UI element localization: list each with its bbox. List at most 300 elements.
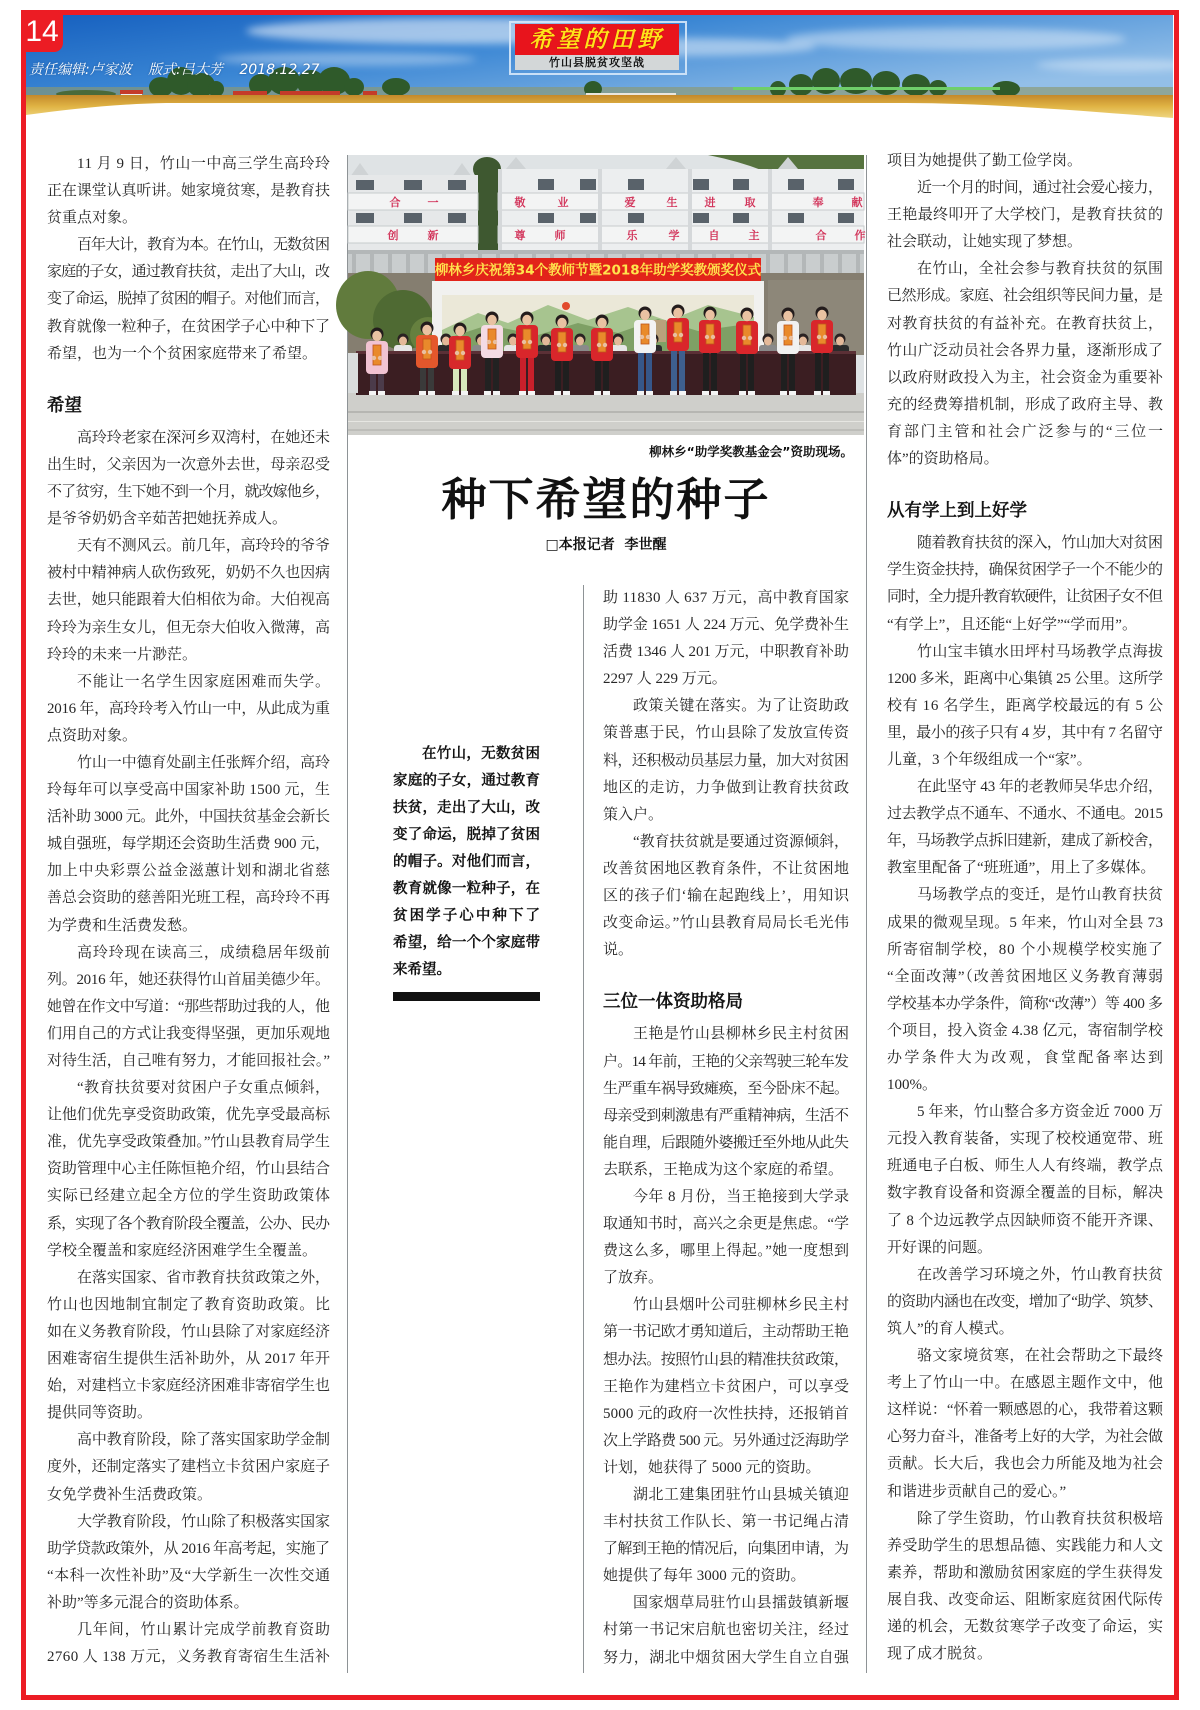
text-line	[47, 1292, 330, 1319]
certificate	[743, 325, 751, 345]
text-line-content: 变了命运，脱掉了贫困	[393, 827, 541, 843]
slogan-char: 师	[554, 229, 566, 242]
text-line-content: 玲玲的未来一片渺茫。	[47, 646, 198, 663]
text-line-content: 竹山广泛动员社会各界力量，逐渐形成了	[887, 342, 1164, 359]
text-line-content: 马场教学点的变迁，是竹山教育扶贫	[917, 887, 1164, 904]
certificate	[674, 322, 682, 342]
text-line-content: 骆文家境贫寒，在社会帮助之下最终	[917, 1348, 1164, 1365]
text-line-content: 点资助对象。	[47, 727, 138, 744]
text-line-content: 高玲玲老家在深河乡双湾村，在她还未	[77, 429, 330, 446]
news-photo	[348, 155, 864, 435]
text-line	[603, 937, 849, 964]
text-line	[887, 557, 1163, 584]
text-line-content: 提供同等资助。	[47, 1405, 153, 1422]
text-line	[887, 584, 1163, 611]
text-line-content: 区的孩子们‘输在起跑线上’，用知识	[603, 888, 850, 905]
slogan-char: 爱	[624, 196, 636, 209]
text-line	[887, 1316, 1163, 1343]
text-line-content: 去联系，王艳成为这个家庭的希望。	[603, 1161, 844, 1178]
text-line	[603, 775, 849, 802]
certificate	[706, 324, 714, 344]
text-line	[887, 1289, 1163, 1316]
text-line-content: 2760 人 138 万元，义务教育寄宿生生活补	[47, 1649, 331, 1666]
text-line	[603, 1401, 849, 1428]
text-line	[603, 910, 849, 937]
text-line	[603, 1536, 849, 1563]
text-line-content: 玲每年可以享受高中国家补助 1500 元，生	[47, 782, 331, 799]
text-line-content: 班通电子白板、师生人人有终端，教学点	[887, 1158, 1164, 1175]
text-line-content: 困难寄宿生提供生活补助外，从 2017 年开	[47, 1351, 331, 1368]
section-logo	[509, 21, 687, 75]
text-line	[47, 506, 330, 533]
text-line	[603, 639, 849, 666]
text-line	[603, 1347, 849, 1374]
column-divider	[866, 155, 867, 1673]
text-line-content: 玲玲为亲生女儿，但无奈大伯收入微薄，高	[47, 619, 330, 636]
text-line	[47, 205, 330, 232]
text-line	[47, 1129, 330, 1156]
paragraph	[47, 533, 330, 668]
text-line	[47, 314, 330, 341]
text-line-content: 正在课堂认真听讲。她家境贫寒，是教育扶	[47, 183, 330, 200]
slogan-char: 业	[557, 196, 569, 209]
text-line	[47, 642, 330, 669]
text-line-content: 现了成才脱贫。	[887, 1646, 993, 1663]
text-line	[603, 1590, 849, 1617]
text-line-content: 扶贫，走出了大山，改	[393, 800, 541, 816]
text-line-content: 和谐进步贡献自己的爱心。”	[887, 1483, 1067, 1500]
text-line-content: 去世，她只能跟着大伯相依为命。大伯视高	[47, 592, 330, 609]
text-line-content: 们用自己的方式让我变得坚强，更加乐观地	[47, 1025, 330, 1042]
text-line	[47, 1238, 330, 1265]
text-line	[603, 1428, 849, 1455]
text-line-content: 善总会资助的慈善阳光班工程，高玲玲不再	[47, 890, 330, 907]
text-line-content: 考上了竹山一中。在感恩主题作文中，他	[887, 1375, 1164, 1392]
text-line	[887, 1235, 1163, 1262]
text-line-content: 计划，她获得了 5000 元的资助。	[603, 1459, 821, 1476]
text-line	[887, 774, 1163, 801]
text-line	[603, 1319, 849, 1346]
text-line	[393, 957, 540, 984]
slogan-char: 进	[704, 196, 716, 209]
paragraph	[603, 693, 849, 828]
text-line	[887, 1506, 1163, 1533]
text-line	[603, 1563, 849, 1590]
text-line-content: 这样说：“怀着一颗感恩的心，我带着这颗	[887, 1402, 1163, 1419]
paragraph	[603, 829, 849, 964]
text-line	[603, 748, 849, 775]
text-line	[603, 585, 849, 612]
text-line	[887, 392, 1163, 419]
text-line	[47, 1075, 330, 1102]
article-column-2	[603, 585, 849, 1672]
text-line	[47, 1346, 330, 1373]
text-line-content: 筑人”的育人模式。	[887, 1320, 1014, 1337]
text-line	[887, 801, 1163, 828]
text-line-content: 在此坚守 43 年的老教师吴华忠介绍，	[917, 779, 1163, 796]
text-line	[887, 937, 1163, 964]
text-line-content: 竹山宝丰镇水田坪村马场教学点海拔	[917, 643, 1164, 660]
text-line	[887, 1370, 1163, 1397]
text-line-content: 素养，帮助和激励贫困家庭的学生获得发	[887, 1564, 1164, 1581]
paragraph	[887, 530, 1163, 638]
text-line	[887, 910, 1163, 937]
text-line-content: 元投入教育装备，实现了校校通宽带、班	[887, 1131, 1164, 1148]
mural-sun	[562, 302, 570, 310]
text-line-content: 户。14 年前，王艳的父亲驾驶三轮车发	[603, 1053, 849, 1070]
text-line-content: 出生时，父亲因为一次意外去世，母亲忍受	[47, 456, 330, 473]
text-line	[887, 1560, 1163, 1587]
paragraph	[887, 1262, 1163, 1343]
text-line	[603, 612, 849, 639]
paragraph	[47, 669, 330, 750]
text-line-content: 充的经费筹措机制，形成了政府主导、教	[887, 396, 1164, 413]
pull-quote-rule	[393, 992, 540, 1001]
paragraph	[603, 1292, 849, 1482]
text-line	[47, 1183, 330, 1210]
text-line-content: 个项目，投入资金 4.38 亿元，寄宿制学校	[887, 1022, 1164, 1039]
page-number: 14	[21, 10, 63, 52]
slogan-char: 学	[668, 229, 680, 242]
text-line-content: “有学上”，且还能“上好学”“学而用”。	[887, 616, 1137, 633]
text-line	[47, 885, 330, 912]
column-divider	[583, 585, 584, 1673]
text-line	[887, 256, 1163, 283]
text-line	[47, 1021, 330, 1048]
text-line	[887, 964, 1163, 991]
text-line-content: 学生资金扶持，确保贫困学子一个不能少的	[887, 562, 1163, 579]
paragraph	[887, 1099, 1163, 1262]
text-line	[887, 311, 1163, 338]
paragraph	[47, 1617, 330, 1671]
text-line	[887, 828, 1163, 855]
text-line	[603, 1076, 849, 1103]
text-line-content: 对教育扶贫的有益补充。在教育扶贫上，	[887, 315, 1164, 332]
text-line-content: 过去教学点不通车、不通水、不通电。2015	[887, 806, 1163, 823]
text-line-content: 1200 多米，距离中心集镇 25 公里。这所学	[887, 670, 1163, 687]
text-line-content: 准，优先享受政策叠加。”竹山县教育局学生	[47, 1134, 330, 1151]
certificate	[423, 339, 431, 359]
paragraph	[603, 1184, 849, 1292]
paragraph	[47, 232, 330, 367]
text-line	[603, 693, 849, 720]
text-line	[603, 802, 849, 829]
photo-caption: 柳林乡“助学奖教基金会”资助现场。	[649, 444, 853, 459]
text-line-content: 说。	[603, 942, 634, 959]
text-line	[887, 1045, 1166, 1072]
text-line	[603, 666, 849, 693]
text-line-content: 改变命运。”竹山县教育局局长毛光伟	[603, 915, 850, 932]
text-line-content: 王艳最终叩开了大学校门，是教育扶贫的	[887, 207, 1164, 224]
text-line	[887, 747, 1163, 774]
text-line	[887, 338, 1163, 365]
paragraph	[887, 1343, 1163, 1506]
paragraph	[47, 1265, 330, 1428]
byline: □本报记者 李世醒	[545, 537, 667, 553]
paragraph	[47, 1509, 330, 1617]
text-line	[887, 530, 1163, 557]
text-line-content: 5 年来，竹山整合多方资金近 7000 万	[917, 1104, 1164, 1121]
text-line-content: 助 11830 人 637 万元，高中教育国家	[603, 590, 850, 606]
text-line	[47, 560, 330, 587]
text-line-content: 活费 1346 人 201 万元，中职教育补助	[603, 644, 849, 661]
text-line-content: 家庭的子女，通过教育	[393, 773, 541, 789]
text-line-content: 成果的微观呈现。5 年来，竹山对全县 73	[887, 914, 1164, 931]
text-line	[47, 940, 330, 967]
text-line-content: 大学教育阶段，竹山除了积极落实国家	[77, 1513, 330, 1530]
text-line-content: 在改善学习环境之外，竹山教育扶贫	[917, 1266, 1164, 1283]
text-line	[887, 419, 1163, 446]
slogan-char: 敬	[514, 196, 526, 209]
text-line-content: 教育就像一粒种子，在	[393, 881, 541, 897]
text-line	[393, 930, 540, 957]
text-line-content: 活补助 3000 元。此外，中国扶贫基金会新长	[47, 809, 330, 826]
text-line	[47, 1563, 330, 1590]
slogan-char: 生	[666, 196, 678, 209]
text-line-content: 对待生活，自己唯有努力，才能回报社会。”	[47, 1053, 330, 1069]
text-line	[887, 1424, 1163, 1451]
text-line-content: 如在义务教育阶段，竹山县除了对家庭经济	[47, 1323, 330, 1340]
text-line	[603, 1103, 849, 1130]
text-line	[47, 723, 330, 750]
text-line-content: 学校基本办学条件，简称“改薄”）等 400 多	[887, 995, 1163, 1012]
section-heading: 三位一体资助格局	[603, 992, 743, 1013]
article-column-1	[47, 151, 330, 1671]
slogan-char: 一	[427, 196, 439, 209]
text-line	[887, 855, 1163, 882]
text-line	[47, 341, 330, 368]
text-line-content: 竹山县烟叶公司驻柳林乡民主村	[633, 1297, 850, 1314]
text-line-content: 变了命运，脱掉了贫困的帽子。对他们而言，	[47, 291, 330, 308]
text-line-content: 策普惠于民，竹山县除了发放宣传资	[603, 725, 850, 742]
certificate	[456, 340, 464, 360]
text-line	[887, 1208, 1163, 1235]
text-line	[47, 452, 330, 479]
paragraph	[47, 940, 330, 1075]
text-line	[887, 446, 1163, 473]
text-line-content: 王艳是竹山县柳林乡民主村贫困	[633, 1026, 850, 1043]
text-line	[393, 741, 540, 768]
text-line	[47, 696, 330, 723]
text-line-content: 项目为她提供了勤工俭学岗。	[887, 153, 1083, 169]
text-line	[603, 1509, 849, 1536]
text-line-content: 除了学生资助，竹山教育扶贫积极培	[917, 1510, 1164, 1527]
text-line	[887, 1072, 1163, 1099]
paragraph	[887, 639, 1163, 774]
text-line-content: 城自强班，每学期还会资助生活费 900 元，	[47, 836, 330, 853]
text-line	[603, 1292, 849, 1319]
section-heading: 从有学上到上好学	[887, 501, 1027, 522]
text-line-content: 系，实现了各个教育阶段全覆盖，公办、民办	[47, 1215, 330, 1232]
text-line	[887, 1180, 1163, 1207]
text-line	[887, 1587, 1163, 1614]
text-line	[887, 1614, 1163, 1641]
text-line	[47, 1536, 330, 1563]
text-line-content: 她提供了每年 3000 元的资助。	[603, 1568, 806, 1585]
text-line	[47, 1427, 330, 1454]
text-line-content: 村第一书记宋启航也密切关注，经过	[603, 1622, 850, 1639]
paragraph	[603, 585, 849, 693]
text-line-content: 社会联动，让她实现了梦想。	[887, 234, 1083, 251]
section-subtitle: 竹山县脱贫攻坚战	[515, 55, 679, 70]
text-line	[887, 202, 1163, 229]
paragraph	[47, 151, 330, 232]
text-line	[47, 232, 330, 259]
certificate	[784, 325, 792, 345]
text-line	[47, 1211, 330, 1238]
text-line-content: 度外，还制定落实了建档立卡贫困户家庭子	[47, 1459, 330, 1476]
text-line	[47, 1482, 330, 1509]
paragraph	[887, 148, 1163, 175]
text-line-content: 同时，全力提升教育软硬件，让贫困子女不但	[887, 589, 1162, 606]
text-line-content: 竹山也因地制宜制定了教育资助政策。比	[47, 1296, 331, 1313]
text-line	[47, 479, 330, 506]
text-line-content: “本科一次性补助”及“大学新生一次性交通	[47, 1567, 331, 1584]
text-line	[887, 639, 1163, 666]
text-line-content: 资助管理中心主任陈恒艳介绍，竹山县结合	[47, 1161, 330, 1178]
text-line	[47, 1644, 330, 1671]
text-line	[47, 1590, 330, 1617]
text-line-content: 竹山一中德育处副主任张辉介绍，高玲	[77, 754, 330, 771]
banner-text: 柳林乡庆祝第34个教师节暨2018年助学奖教颁奖仪式	[434, 262, 762, 279]
text-line	[393, 903, 543, 930]
text-line-content: 心努力奋斗，准备考上好的大学，为社会做	[887, 1429, 1163, 1446]
text-line-content: 想办法。按照竹山县的精准扶贫政策，	[603, 1351, 849, 1368]
text-line-content: 所寄宿制学校，80 个小规模学校实施了	[887, 941, 1164, 958]
text-line-content: 被村中精神病人砍伤致死，奶奶不久也因病	[47, 565, 330, 582]
text-line-content: “教育扶贫要对贫困户子女重点倾斜，	[77, 1080, 331, 1097]
text-line-content: 在落实国家、省市教育扶贫政策之外，	[77, 1269, 330, 1286]
text-line-content: “全面改薄”（改善贫困地区义务教育薄弱	[887, 968, 1164, 985]
text-line-content: 希望，给一个个家庭带	[393, 935, 541, 951]
text-line-content: 第一书记欧才勇知道后，主动帮助王艳	[603, 1324, 849, 1341]
text-line	[47, 804, 330, 831]
text-line	[887, 666, 1163, 693]
text-line	[47, 1319, 330, 1346]
text-line-content: 今年 8 月份，当王艳接到大学录	[633, 1188, 850, 1205]
slogan-char: 取	[744, 196, 756, 209]
text-line-content: 贡献。长大后，我也会力所能及地为社会	[887, 1456, 1164, 1473]
text-line-content: 年，马场教学点拆旧建新，建成了新校舍，	[887, 833, 1163, 850]
text-line-content: 次上学路费 500 元。另外通过泛海助学	[603, 1432, 849, 1449]
paragraph	[887, 256, 1163, 473]
text-line-content: 国家烟草局驻竹山县擂鼓镇新堰	[633, 1595, 850, 1612]
text-line	[603, 829, 849, 856]
text-line-content: 加上中央彩票公益金滋蕙计划和湖北省慈	[47, 863, 331, 880]
text-line	[47, 1617, 330, 1644]
text-line-content: 丰村扶贫工作队长、第一书记绳占清	[603, 1514, 850, 1531]
text-line	[603, 1049, 849, 1076]
certificate	[818, 324, 826, 344]
certificate	[523, 329, 531, 349]
text-line-content: 学校全覆盖和家庭经济困难学生全覆盖。	[47, 1242, 318, 1259]
paragraph	[887, 882, 1166, 1099]
text-line-content: 家庭的子女，通过教育扶贫，走出了大山，改	[47, 264, 330, 281]
slogan-char: 合	[815, 229, 827, 242]
text-line	[47, 1400, 330, 1427]
slogan-char: 合	[389, 196, 401, 209]
text-line-content: 始，对建档立卡家庭经济困难非寄宿学生也	[47, 1378, 330, 1395]
text-line	[603, 720, 849, 747]
text-line	[47, 286, 330, 313]
text-line	[887, 365, 1163, 392]
text-line	[603, 883, 849, 910]
text-line	[393, 849, 540, 876]
text-line-content: 数字教育设备和资源全覆盖的目标，解决	[887, 1185, 1164, 1202]
text-line-content: 料，还积极动员基层力量，加大对贫困	[603, 752, 849, 769]
text-line	[887, 175, 1163, 202]
section-title: 希望的田野	[515, 24, 679, 55]
editor-credits	[29, 61, 332, 79]
text-line-content: 2016 年，高玲玲考入竹山一中，从此成为重	[47, 700, 330, 717]
slogan-char: 尊	[514, 229, 526, 242]
text-line-content: 近一个月的时间，通过社会爱心接力，	[917, 180, 1163, 197]
text-line	[47, 967, 330, 994]
slogan-char: 作	[854, 229, 866, 242]
text-line-content: 儿童，3 个年级组成一个“家”。	[887, 751, 1092, 768]
text-line-content: 助学贷款政策外，从 2016 年高考起，实施了	[47, 1540, 330, 1557]
text-line	[47, 777, 330, 804]
text-line-content: 了解到王艳的情况后，向集团申请，为	[603, 1541, 849, 1558]
issue-date: 2018.12.27	[239, 62, 320, 78]
text-line-content: 政策关键在落实。为了让资助政	[633, 698, 850, 715]
text-line-content: 是爷爷奶奶含辛茹苦把她抚养成人。	[47, 511, 288, 528]
text-line-content: 她曾在作文中写道：“那些帮助过我的人，他	[47, 998, 330, 1015]
text-line	[47, 1509, 330, 1536]
paragraph	[887, 175, 1163, 256]
text-line	[887, 1099, 1163, 1126]
text-line	[887, 720, 1163, 747]
editor-credit: 责任编辑:卢家波	[29, 62, 132, 78]
text-line-content: 女免学费补生活费政策。	[47, 1486, 213, 1503]
certificate	[598, 332, 606, 352]
text-line	[887, 229, 1163, 256]
text-line	[47, 858, 330, 885]
text-line-content: 来希望。	[393, 962, 451, 978]
text-line-content: 11 月 9 日，竹山一中高三学生高玲玲	[77, 156, 331, 172]
text-line	[887, 1479, 1163, 1506]
text-line	[47, 178, 330, 205]
text-line-content: 助学金 1651 人 224 万元、免学费补生	[603, 617, 849, 634]
text-line	[47, 1102, 330, 1129]
pull-quote	[393, 741, 543, 984]
text-line	[603, 1455, 849, 1482]
slogan-char: 乐	[626, 229, 638, 242]
text-line-content: 养受助学生的思想品德、实践能力和人文	[887, 1537, 1164, 1554]
text-line	[47, 994, 330, 1021]
paragraph	[47, 1427, 330, 1508]
text-line-content: 为学费和生活费发愁。	[47, 917, 198, 934]
certificate	[488, 329, 496, 349]
text-line-content: 以政府财政投入为主，社会资金为重要补	[887, 369, 1164, 386]
text-line-content: 湖北工建集团驻竹山县城关镇迎	[633, 1487, 850, 1503]
slogan-char: 奉	[812, 196, 824, 209]
text-line-content: 里，最小的孩子只有 4 岁，其中有 7 名留守	[887, 724, 1163, 741]
text-line	[47, 533, 330, 560]
slogan-char: 自	[708, 229, 720, 242]
text-line-content: 实际已经建立起全方位的学生资助政策体	[47, 1188, 331, 1205]
text-line	[603, 1211, 849, 1238]
text-line-content: 递的机会，无数贫寒学子改变了命运，实	[887, 1618, 1164, 1635]
text-line-content: 展自我、改变命运、阻断家庭贫困代际传	[887, 1591, 1164, 1608]
slogan-char: 创	[387, 229, 399, 242]
text-line-content: 生严重车祸导致瘫痪，至今卧床不起。	[603, 1080, 849, 1097]
text-line	[393, 768, 540, 795]
text-line-content: 校有 16 名学生，距离学校最远的有 5 公	[887, 697, 1164, 714]
paragraph	[47, 1075, 330, 1265]
ground-steps	[348, 393, 864, 435]
text-line	[47, 425, 330, 452]
